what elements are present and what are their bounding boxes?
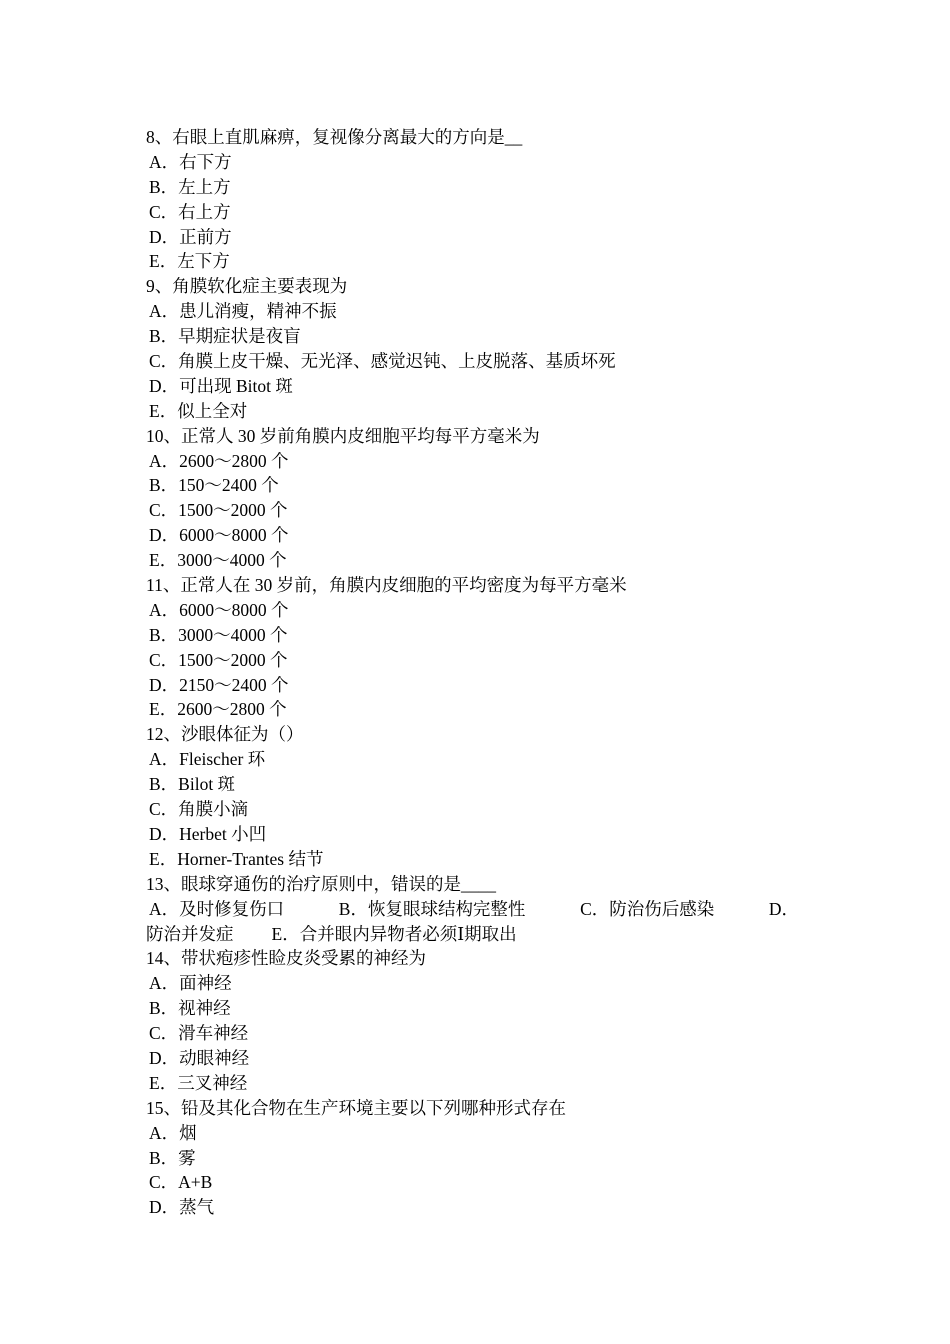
option-d: D．动眼神经 xyxy=(149,1047,250,1068)
option-e: E．合并眼内异物者必须Ⅰ期取出 xyxy=(271,923,517,944)
question-stem: 9、角膜软化症主要表现为 xyxy=(146,276,348,297)
option-b: B．150～2400 个 xyxy=(149,475,279,496)
option-c: C．滑车神经 xyxy=(149,1023,249,1044)
option-c: C．右上方 xyxy=(149,201,231,222)
option-d-text: 防治并发症 xyxy=(146,923,234,944)
option-b: B．3000～4000 个 xyxy=(149,624,288,645)
option-e: E．3000～4000 个 xyxy=(149,550,287,571)
option-b: B．Bilot 斑 xyxy=(149,774,236,795)
option-d: D．可出现 Bitot 斑 xyxy=(149,375,293,396)
question-stem: 15、铅及其化合物在生产环境主要以下列哪种形式存在 xyxy=(146,1097,566,1118)
option-e: E．Horner-Trantes 结节 xyxy=(149,848,324,869)
option-a: A．烟 xyxy=(149,1122,197,1143)
option-b: B．恢复眼球结构完整性 xyxy=(338,898,526,919)
option-b: B．左上方 xyxy=(149,176,231,197)
option-e: E．似上全对 xyxy=(149,400,248,421)
inline-options-row-continued xyxy=(146,922,806,947)
option-d: D．蒸气 xyxy=(149,1197,215,1218)
option-d: D．2150～2400 个 xyxy=(149,674,289,695)
option-d: D．6000～8000 个 xyxy=(149,525,289,546)
option-e: E．三叉神经 xyxy=(149,1072,248,1093)
question-stem: 11、正常人在 30 岁前，角膜内皮细胞的平均密度为每平方毫米 xyxy=(146,575,627,596)
option-c: C．角膜上皮干燥、无光泽、感觉迟钝、上皮脱落、基质坏死 xyxy=(149,351,616,372)
inline-options-row xyxy=(146,897,799,922)
option-b: B．雾 xyxy=(149,1147,196,1168)
option-b: B．早期症状是夜盲 xyxy=(149,326,301,347)
option-d: D．Herbet 小凹 xyxy=(149,823,267,844)
option-c: C．角膜小滴 xyxy=(149,799,249,820)
option-a: A．2600～2800 个 xyxy=(149,450,289,471)
option-e: E．2600～2800 个 xyxy=(149,699,287,720)
option-a: A．面神经 xyxy=(149,973,232,994)
question-stem: 8、右眼上直肌麻痹，复视像分离最大的方向是__ xyxy=(146,127,523,147)
question-stem: 13、眼球穿通伤的治疗原则中，错误的是____ xyxy=(146,873,496,894)
option-d: D．正前方 xyxy=(149,226,232,247)
question-stem: 14、带状疱疹性睑皮炎受累的神经为 xyxy=(146,948,426,969)
option-a: A．右下方 xyxy=(149,151,232,172)
option-b: B．视神经 xyxy=(149,998,231,1019)
question-stem: 12、沙眼体征为（） xyxy=(146,724,304,745)
option-c: C．1500～2000 个 xyxy=(149,500,288,521)
question-list xyxy=(146,125,806,1220)
option-a: A．Fleischer 环 xyxy=(149,749,266,770)
option-e: E．左下方 xyxy=(149,251,230,272)
option-a: A．6000～8000 个 xyxy=(149,599,289,620)
question-stem: 10、正常人 30 岁前角膜内皮细胞平均每平方毫米为 xyxy=(146,425,540,446)
option-c: C．防治伤后感染 xyxy=(580,898,715,919)
option-c: C．1500～2000 个 xyxy=(149,649,288,670)
option-c: C．A+B xyxy=(149,1172,213,1193)
option-a: A．患儿消瘦，精神不振 xyxy=(149,301,337,322)
option-d: D． xyxy=(768,898,799,919)
option-a: A．及时修复伤口 xyxy=(149,898,285,919)
